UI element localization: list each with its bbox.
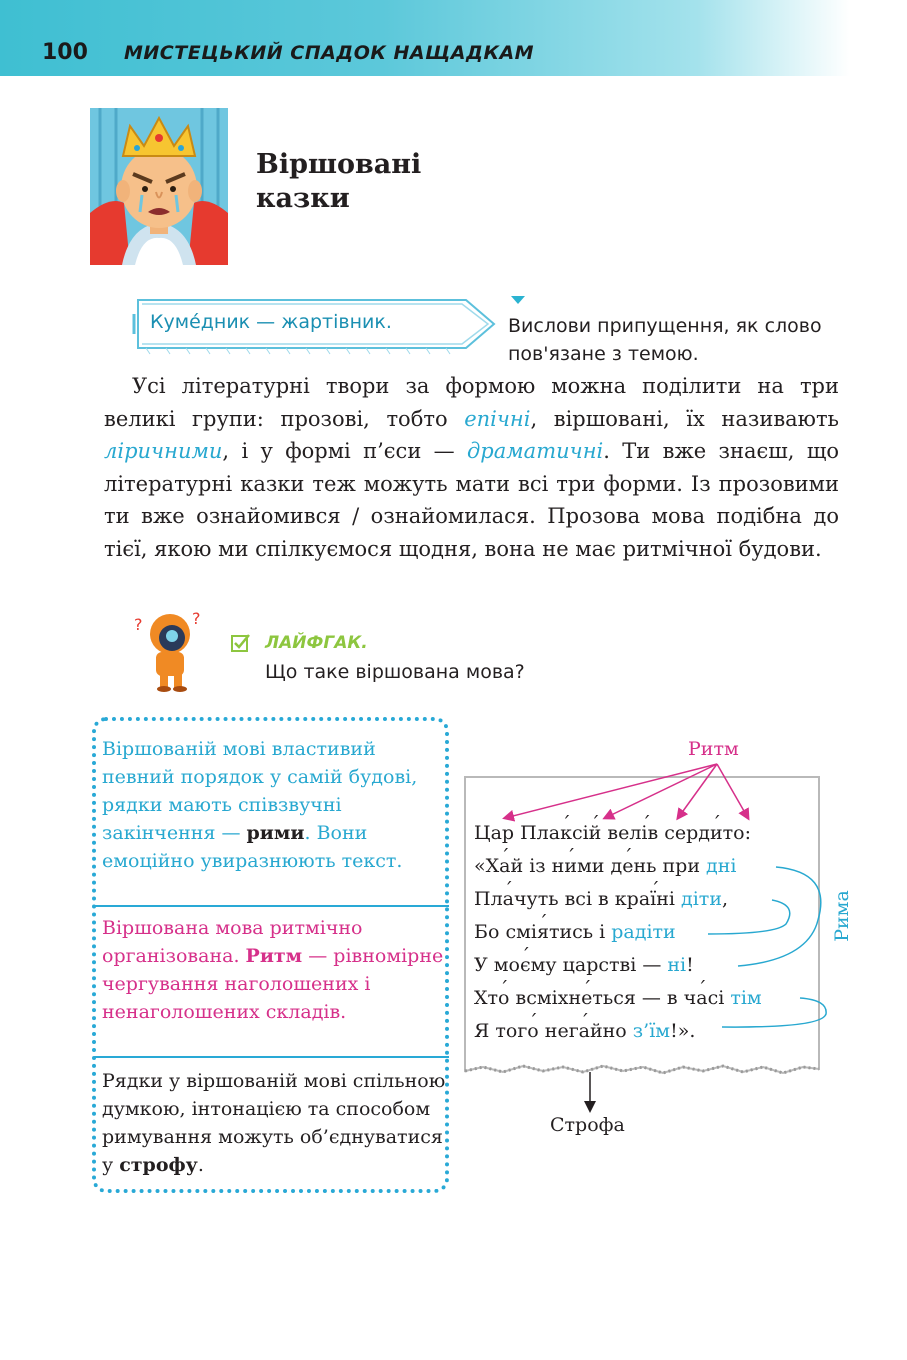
body-text-part: . Ти вже знаєш, що літературні казки теж можуть мати всі три форми. Із прозовими ти вже ознайомився / ознайомилася. Прозова мова подібна до тієї, якою ми спілкуємося щодня, вона не має ритмічної будови.: [104, 439, 839, 561]
stress-mark: ´ к: [560, 822, 572, 844]
stress-mark: ´ а: [503, 888, 514, 910]
rhyme-word: ні: [667, 954, 687, 976]
svg-text:?: ?: [192, 609, 201, 628]
rhyme-word: діти: [681, 888, 722, 910]
definition-stanza: [102, 1067, 447, 1179]
poem-line: У мо´ єму царстві — ні!: [474, 954, 694, 976]
stress-mark: ´ є: [520, 954, 531, 976]
definitions-divider: [94, 1056, 449, 1058]
stress-mark: ´ и: [710, 822, 723, 844]
stress-mark: ´ й: [589, 822, 602, 844]
poem-punctuation: !».: [670, 1020, 696, 1042]
stress-mark: ´ я: [537, 921, 549, 943]
word-note-task: Вислови припущення, як слово пов'язане з темою.: [508, 315, 822, 365]
rhyme-word: з’їм: [632, 1020, 671, 1042]
poem-line: Цар Пла´ ксі´ й вел´ ів серд´ ито:: [474, 822, 751, 844]
term-drama: драматичні: [467, 439, 604, 463]
page-number: 100: [42, 40, 88, 65]
stress-mark: ´ и: [564, 855, 577, 877]
rhyme-word: радіти: [611, 921, 676, 943]
header-title: МИСТЕЦЬКИЙ СПАДОК НАЩАДКАМ: [124, 42, 535, 64]
definition-text: — рівномірне чергування наголошених і ненаголошених складів.: [102, 945, 444, 1023]
rhyme-label: Рима: [831, 890, 853, 942]
definition-text: Віршованій мові властивий певний порядок у самій будові, рядки мають співзвучні закінчення —: [102, 738, 418, 844]
section-title: Віршовані казки: [256, 149, 422, 214]
body-text-part: Усі літературні твори за формою можна поділити на три великі групи: прозові, тобто: [104, 374, 839, 431]
word-note-text: Куме́дник — жартівник.: [150, 311, 392, 333]
definition-rhyme: [102, 735, 447, 875]
checkbox-icon: [231, 633, 251, 653]
poem-line: Бо смі´ ятись і радіти: [474, 921, 676, 943]
poem-line: Я тог´ о нег´ айно з’їм!».: [474, 1020, 695, 1042]
lifehack-question: Що таке віршована мова?: [265, 661, 525, 683]
term-rhythm: Ритм: [245, 945, 303, 967]
term-rhyme: рими: [246, 822, 305, 844]
term-epic: епічні: [464, 406, 531, 431]
definition-text: . Вони емоційно увиразнюють текст.: [102, 822, 403, 872]
stress-mark: ´ о: [498, 987, 509, 1009]
detective-illustration: [130, 608, 208, 692]
body-paragraph: [104, 370, 839, 565]
king-illustration: [90, 108, 228, 265]
term-lyric: ліричними: [104, 439, 223, 463]
rhyme-word: тім: [730, 987, 762, 1009]
lifehack-label: ЛАЙФГАК.: [265, 633, 368, 653]
stress-mark: ´ і: [641, 822, 647, 844]
poem-line: Хт´ о всміхн´ еться — в ч´ асі тім: [474, 987, 762, 1009]
definition-text: Віршована мова ритмічно організована.: [102, 917, 363, 967]
stress-mark: ´ а: [499, 855, 510, 877]
poem-line: Пл´ ачуть всі в кра´ їні діти,: [474, 888, 728, 910]
term-stanza: строфу: [119, 1154, 198, 1176]
definition-text: .: [197, 1154, 204, 1176]
poem-line: «Х´ ай із н´ ими д´ ень при дні: [474, 855, 736, 877]
header-band: [0, 0, 850, 76]
body-text-part: , і у формі п’єси —: [222, 439, 467, 463]
task-marker-icon: [511, 296, 525, 304]
poem-punctuation: !: [686, 954, 694, 976]
rhythm-label: Ритм: [688, 738, 739, 760]
stress-mark: ´ а: [579, 1020, 590, 1042]
stress-mark: ´ а: [696, 987, 707, 1009]
rhyme-word: дні: [706, 855, 737, 877]
poem-punctuation: ,: [721, 888, 729, 910]
stanza-label: Строфа: [550, 1114, 625, 1136]
stress-mark: ´ е: [622, 855, 633, 877]
stress-mark: ´ ї: [650, 888, 656, 910]
stress-mark: ´ о: [527, 1020, 538, 1042]
stress-mark: ´ е: [581, 987, 592, 1009]
definition-text: Рядки у віршованій мові спільною думкою, інтонацією та способом римування можуть об’єднуватися у: [102, 1070, 446, 1176]
svg-text:?: ?: [134, 615, 143, 634]
definition-rhythm: [102, 914, 447, 1026]
definitions-divider: [94, 905, 449, 907]
body-text-part: , віршовані, їх називають: [530, 406, 839, 431]
